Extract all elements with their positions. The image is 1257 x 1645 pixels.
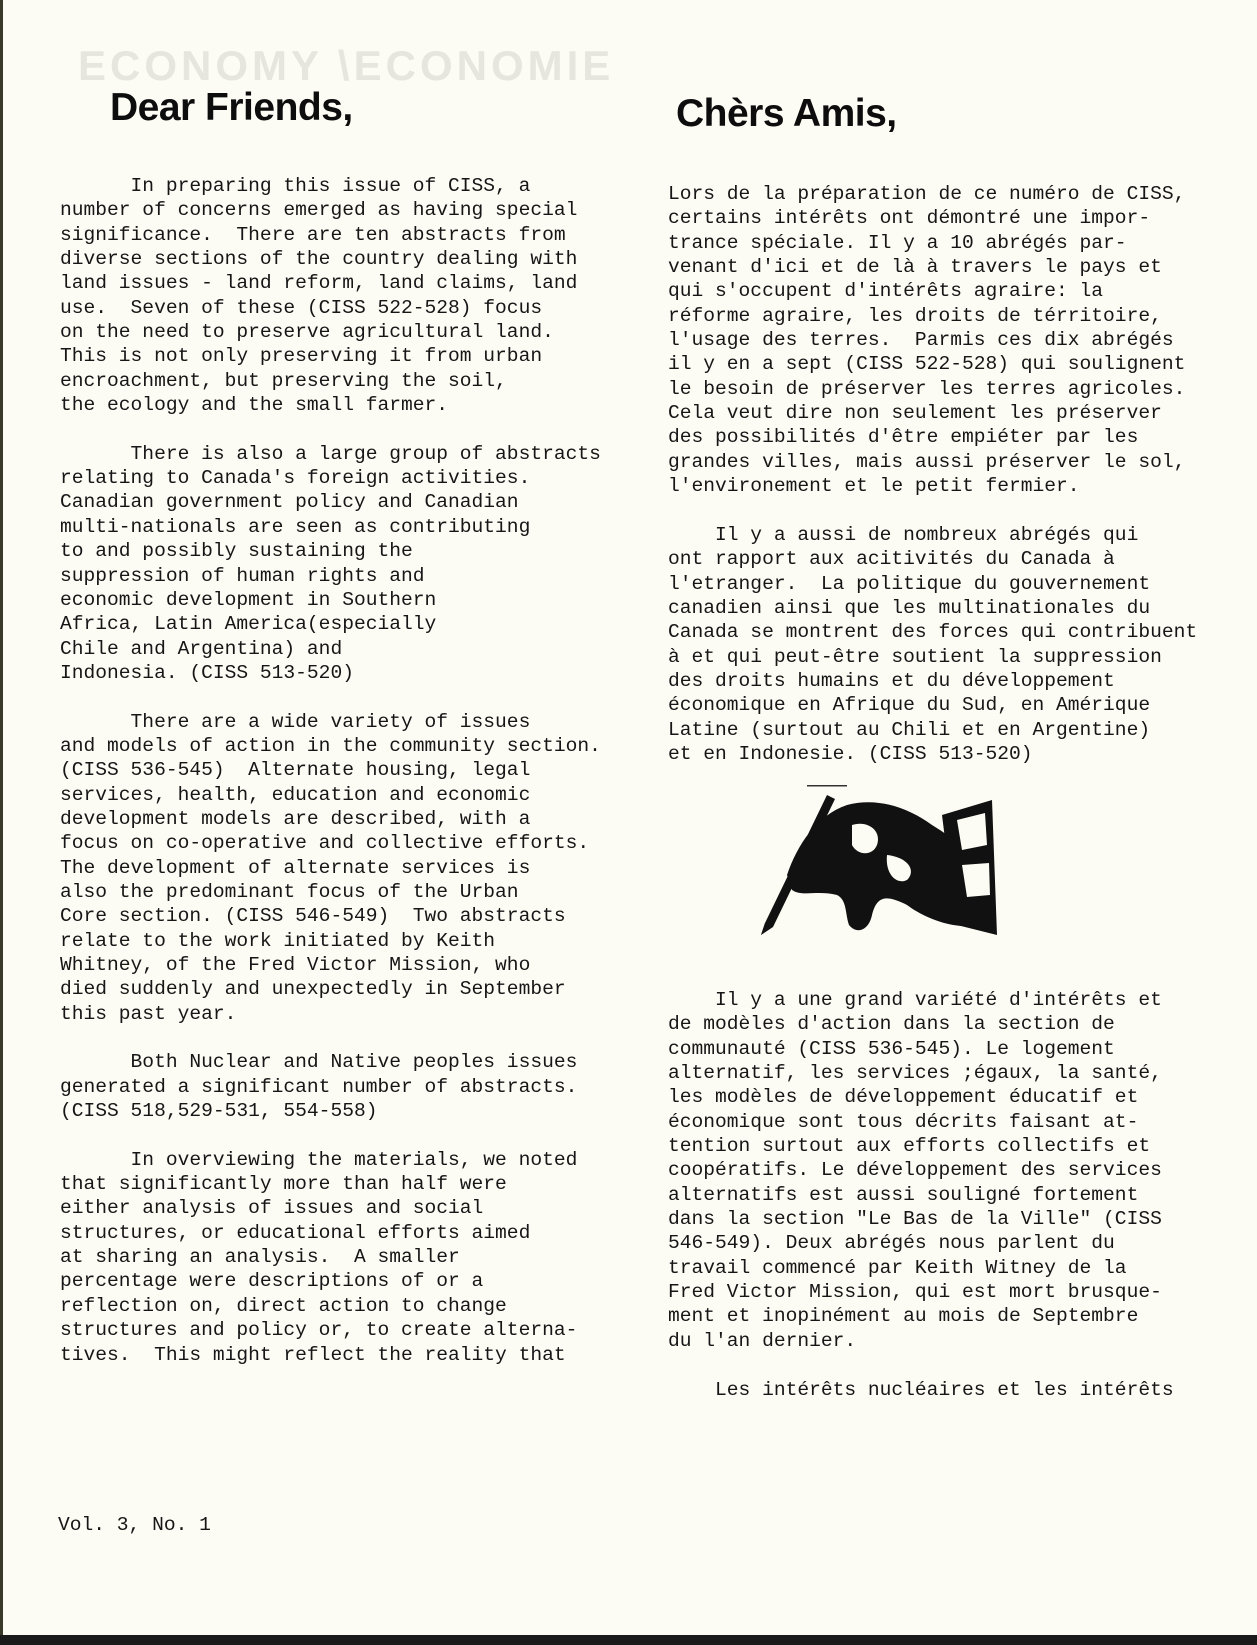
scan-edge-bottom [0,1635,1257,1645]
text-line: tention surtout aux efforts collectifs et [668,1135,1151,1158]
text-line: either analysis of issues and social [60,1197,484,1220]
text-line: Latine (surtout au Chili et en Argentine) [668,718,1151,741]
text-line: This is not only preserving it from urban [60,345,543,368]
text-line: trance spéciale. Il y a 10 abrégés par- [668,231,1127,254]
text-line: du l'an dernier. [668,1329,857,1352]
french-column-top [668,182,1197,766]
text-line: de modèles d'action dans la section de [668,1013,1115,1036]
text-line: economic development in Southern [60,588,437,611]
issue-footer: Vol. 3, No. 1 [58,1514,211,1536]
text-line: Whitney, of the Fred Victor Mission, who [60,954,531,976]
text-line: multi-nationals are seen as contributing [60,515,531,538]
text-line: development models are described, with a [60,807,531,830]
text-line: Fred Victor Mission, qui est mort brusque- [668,1281,1162,1304]
text-line: that significantly more than half were [60,1173,507,1196]
paragraph-gap [60,417,601,441]
hand-writing-with-pen-icon [757,785,1002,945]
text-line: tives. This might reflect the reality that [60,1343,566,1366]
text-line: relate to the work initiated by Keith [60,929,496,952]
text-line: There are a wide variety of issues [60,710,531,733]
text-line: travail commencé par Keith Witney de la [668,1256,1127,1279]
text-line: suppression of human rights and [60,564,425,587]
french-heading: Chèrs Amis, [676,92,897,135]
text-line: ont rapport aux acitivités du Canada à [668,548,1115,571]
text-line: et en Indonesie. (CISS 513-520) [668,742,1033,765]
text-line: significance. There are ten abstracts from [60,223,566,246]
text-line: l'usage des terres. Parmis ces dix abrégés [668,329,1174,352]
text-line: Both Nuclear and Native peoples issues [60,1051,578,1074]
text-line: also the predominant focus of the Urban [60,880,519,903]
text-line: number of concerns emerged as having special [60,199,578,222]
scan-edge-left [0,0,3,1645]
text-line: services, health, education and economic [60,783,531,806]
text-line: encroachment, but preserving the soil, [60,369,507,392]
text-line: Il y a une grand variété d'intérêts et [668,989,1162,1011]
text-line: Chile and Argentina) and [60,637,343,660]
text-line: Lors de la préparation de ce numéro de CISS, [668,183,1186,205]
text-line: canadien ainsi que les multinationales du [668,596,1151,619]
text-line: coopératifs. Le développement des services [668,1159,1162,1182]
text-line: alternatifs est aussi souligné fortement [668,1183,1139,1206]
text-line: venant d'ici et de là à travers le pays et [668,256,1162,279]
text-line: this past year. [60,1002,237,1025]
text-line: Core section. (CISS 546-549) Two abstracts [60,905,566,928]
text-line: reflection on, direct action to change [60,1294,507,1317]
text-line: à et qui peut-être soutient la suppression [668,645,1162,668]
text-line: alternatif, les services ;égaux, la santé, [668,1062,1162,1085]
text-line: on the need to preserve agricultural land. [60,321,554,344]
text-line: les modèles de développement éducatif et [668,1086,1139,1109]
text-line: 546-549). Deux abrégés nous parlent du [668,1232,1115,1255]
text-line: died suddenly and unexpectedly in September [60,978,566,1001]
text-line: Canadian government policy and Canadian [60,491,519,514]
text-line: and models of action in the community section. [60,734,601,757]
paragraph-gap [60,1123,601,1147]
text-line: dans la section "Le Bas de la Ville" (CISS [668,1208,1162,1231]
text-line: Indonesia. (CISS 513-520) [60,661,354,684]
text-line: ment et inopinément au mois de Septembre [668,1305,1139,1328]
text-line: des possibilités d'être empiéter par les [668,426,1139,449]
text-line: to and possibly sustaining the [60,540,413,563]
text-line: In overviewing the materials, we noted [60,1148,578,1171]
text-line: (CISS 536-545) Alternate housing, legal [60,759,531,782]
french-column-bottom [668,988,1174,1402]
english-heading: Dear Friends, [110,86,353,129]
english-column [60,174,601,1367]
text-line: économique sont tous décrits faisant at- [668,1110,1139,1133]
text-line: économique en Afrique du Sud, en Amérique [668,694,1151,717]
text-line: Canada se montrent des forces qui contribuent [668,621,1198,644]
text-line: Africa, Latin America(especially [60,613,437,636]
text-line: There is also a large group of abstracts [60,442,601,465]
text-line: certains intérêts ont démontré une impor- [668,207,1151,230]
paragraph-gap [60,1026,601,1050]
text-line: des droits humains et du développement [668,669,1115,692]
text-line: Il y a aussi de nombreux abrégés qui [668,523,1139,546]
text-line: il y en a sept (CISS 522-528) qui soulignent [668,353,1186,376]
text-line: use. Seven of these (CISS 522-528) focus [60,296,543,319]
text-line: diverse sections of the country dealing with [60,248,578,271]
text-line: structures and policy or, to create alterna- [60,1319,578,1342]
text-line: relating to Canada's foreign activities. [60,467,531,490]
text-line: (CISS 518,529-531, 554-558) [60,1100,378,1123]
text-line: percentage were descriptions of or a [60,1270,484,1293]
paragraph-gap [60,685,601,709]
text-line: land issues - land reform, land claims, land [60,272,578,295]
paragraph-gap [668,1353,1174,1377]
text-line: grandes villes, mais aussi préserver le sol, [668,450,1186,473]
text-line: l'environement et le petit fermier. [668,475,1080,498]
text-line: structures, or educational efforts aimed [60,1221,531,1244]
text-line: communauté (CISS 536-545). Le logement [668,1037,1115,1060]
paragraph-gap [668,498,1197,522]
text-line: le besoin de préserver les terres agricoles. [668,377,1186,400]
text-line: l'etranger. La politique du gouvernement [668,572,1151,595]
text-line: The development of alternate services is [60,856,531,879]
text-line: focus on co-operative and collective efforts. [60,832,590,855]
text-line: qui s'occupent d'intérêts agraire: la [668,280,1104,303]
text-line: réforme agraire, les droits de térritoire, [668,304,1162,327]
text-line: at sharing an analysis. A smaller [60,1246,460,1269]
text-line: In preparing this issue of CISS, a [60,175,531,197]
text-line: the ecology and the small farmer. [60,394,449,417]
bleed-through-header: ECONOMY \ECONOMIE [78,42,615,89]
text-line: generated a significant number of abstracts. [60,1075,578,1098]
text-line: Les intérêts nucléaires et les intérêts [668,1378,1174,1401]
text-line: Cela veut dire non seulement les préserver [668,402,1162,425]
